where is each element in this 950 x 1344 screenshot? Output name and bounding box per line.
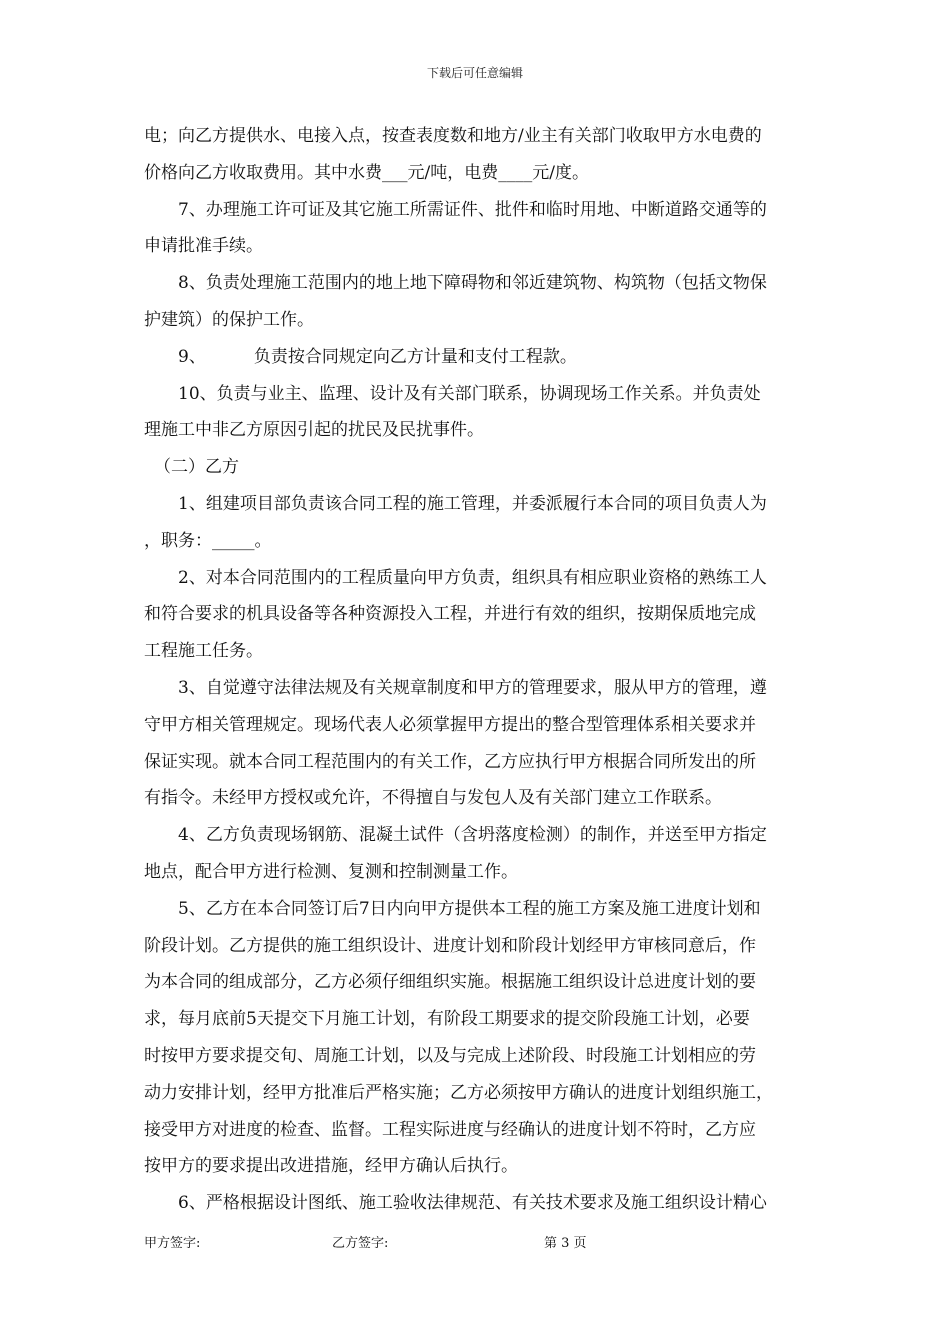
text-line	[144, 1038, 856, 1075]
party-a-signature-label: 甲方签字:	[144, 1236, 201, 1251]
text-line	[144, 302, 856, 339]
party-b-signature-label: 乙方签字:	[332, 1236, 389, 1251]
line-text: 阶段计划。乙方提供的施工组织设计、进度计划和阶段计划经甲方审核同意后，作	[144, 935, 756, 956]
line-text: 2、对本合同范围内的工程质量向甲方负责，组织具有相应职业资格的熟练工人	[178, 567, 767, 588]
text-line	[144, 1112, 856, 1149]
text-line	[144, 339, 856, 376]
line-text: 5、乙方在本合同签订后7日内向甲方提供本工程的施工方案及施工进度计划和	[178, 898, 761, 919]
text-line	[144, 633, 856, 670]
line-text-continued: 负责按合同规定向乙方计量和支付工程款。	[253, 346, 577, 367]
text-line	[144, 1075, 856, 1112]
line-text: 接受甲方对进度的检查、监督。工程实际进度与经确认的进度计划不符时，乙方应	[144, 1119, 756, 1140]
text-line	[144, 817, 856, 854]
line-text: 6、严格根据设计图纸、施工验收法律规范、有关技术要求及施工组织设计精心	[178, 1193, 767, 1214]
line-text: 求，每月底前5天提交下月施工计划，有阶段工期要求的提交阶段施工计划，必要	[144, 1009, 750, 1030]
page-number: 第 3 页	[544, 1236, 587, 1251]
text-line	[144, 265, 856, 302]
line-text: 9、	[178, 346, 206, 367]
text-line	[144, 228, 856, 265]
text-line	[144, 744, 856, 781]
page-header: 下载后可任意编辑	[426, 66, 523, 80]
line-text: （二）乙方	[154, 457, 239, 478]
line-text: 10、负责与业主、监理、设计及有关部门联系，协调现场工作关系。并负责处	[178, 383, 761, 404]
line-text: 有指令。未经甲方授权或允许，不得擅自与发包人及有关部门建立工作联系。	[144, 788, 722, 809]
text-line	[144, 560, 856, 597]
line-text: 价格向乙方收取费用。其中水费___元/吨，电费____元/度。	[144, 162, 589, 183]
text-line	[144, 928, 856, 965]
line-text: 保证实现。就本合同工程范围内的有关工作，乙方应执行甲方根据合同所发出的所	[144, 751, 756, 772]
line-text: 理施工中非乙方原因引起的扰民及民扰事件。	[144, 420, 484, 441]
document-body	[144, 118, 856, 1222]
text-line	[144, 964, 856, 1001]
text-line	[144, 1185, 856, 1222]
line-text: 为本合同的组成部分，乙方必须仔细组织实施。根据施工组织设计总进度计划的要	[144, 972, 756, 993]
text-line	[144, 1001, 856, 1038]
line-text: 4、乙方负责现场钢筋、混凝土试件（含坍落度检测）的制作，并送至甲方指定	[178, 825, 767, 846]
text-line	[144, 780, 856, 817]
text-line	[144, 707, 856, 744]
line-text: 电；向乙方提供水、电接入点，按查表度数和地方/业主有关部门收取甲方水电费的	[144, 126, 762, 146]
line-text: 时按甲方要求提交旬、周施工计划，以及与完成上述阶段、时段施工计划相应的劳	[144, 1045, 756, 1066]
text-line	[144, 376, 856, 413]
text-line	[144, 854, 856, 891]
text-line	[144, 155, 856, 192]
line-text: 按甲方的要求提出改进措施，经甲方确认后执行。	[144, 1156, 518, 1177]
line-text: 守甲方相关管理规定。现场代表人必须掌握甲方提出的整合型管理体系相关要求并	[144, 714, 756, 735]
line-text: 地点，配合甲方进行检测、复测和控制测量工作。	[144, 861, 518, 882]
line-text: 和符合要求的机具设备等各种资源投入工程，并进行有效的组织，按期保质地完成	[144, 604, 756, 625]
line-text: ，职务：_____。	[144, 530, 272, 551]
line-text: 8、负责处理施工范围内的地上地下障碍物和邻近建筑物、构筑物（包括文物保	[178, 273, 767, 294]
line-text: 护建筑）的保护工作。	[144, 309, 314, 330]
line-text: 3、自觉遵守法律法规及有关规章制度和甲方的管理要求，服从甲方的管理，遵	[178, 677, 767, 698]
text-line	[144, 596, 856, 633]
text-line	[144, 412, 856, 449]
text-line	[144, 192, 856, 229]
text-line	[144, 670, 856, 707]
line-text: 7、办理施工许可证及其它施工所需证件、批件和临时用地、中断道路交通等的	[178, 199, 767, 220]
text-line	[144, 523, 856, 560]
text-line	[144, 486, 856, 523]
line-text: 申请批准手续。	[144, 236, 263, 257]
line-text: 动力安排计划，经甲方批准后严格实施；乙方必须按甲方确认的进度计划组织施工，	[144, 1082, 773, 1103]
section-heading	[144, 449, 856, 486]
line-text: 1、组建项目部负责该合同工程的施工管理，并委派履行本合同的项目负责人为	[178, 493, 767, 514]
line-text: 工程施工任务。	[144, 641, 263, 662]
text-line	[144, 1148, 856, 1185]
text-line	[144, 891, 856, 928]
text-line	[144, 118, 856, 155]
